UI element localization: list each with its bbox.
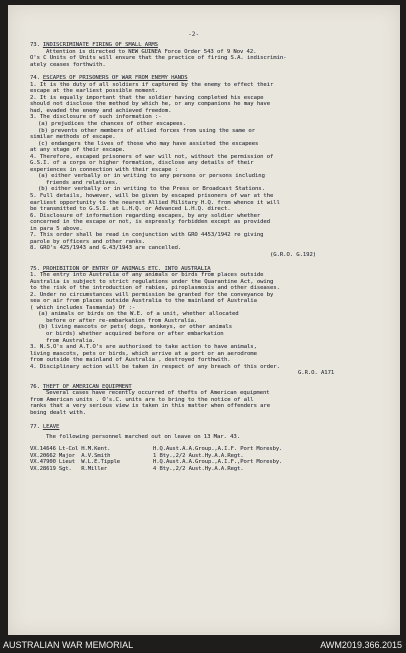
section-74-line: 5. Full details, however, will be given by escaped prisoners of war at the	[30, 193, 274, 200]
section-title: THEFT OF AMERICAN EQUIPMENT	[42, 383, 132, 390]
rank: Lieut	[58, 459, 76, 466]
section-74-reference: (G.R.O. G.192)	[270, 251, 317, 258]
section-73-line: O's C Units of Units will ensure that the practice of firing S.A. indiscrimin-	[30, 55, 287, 62]
section-75-line: to the risk of the introduction of rabies, piroplasmosis and other diseases.	[30, 285, 280, 292]
institution-label: AUSTRALIAN WAR MEMORIAL	[3, 640, 134, 650]
person-name: R.Miller	[81, 466, 108, 473]
person-name: W.L.E.Tipple	[81, 459, 121, 466]
table-row	[30, 466, 285, 473]
service-number: VX.14646	[30, 445, 56, 452]
section-title: ESCAPES OF PRISONERS OF WAR FROM ENEMY HANDS	[42, 75, 188, 82]
rank: Major	[58, 452, 76, 459]
section-number: 76.	[30, 383, 40, 390]
section-75-line: or birds) whether acquired before or after embarkation	[46, 330, 224, 337]
section-76-line: being dealt with.	[30, 409, 86, 416]
page-number: -2-	[188, 31, 200, 38]
section-75-line: 3. N.S.O's and A.T.O's are authorised to take action to have animals,	[30, 344, 257, 351]
section-75-line: before or after re-embarkation from Australia.	[46, 317, 198, 324]
leave-table	[30, 446, 285, 474]
document-page	[8, 5, 400, 635]
section-74-line: experiences in connection with their escape :	[30, 166, 178, 173]
section-title: PROHIBITION OF ENTRY OF ANIMALS ETC. INTO AUSTRALIA	[42, 265, 211, 272]
section-number: 75.	[30, 265, 40, 272]
section-77-intro: The following personnel marched out on leave on 13 Mar. 43.	[46, 434, 240, 441]
section-74-line: 1. It is the duty of all soldiers if captured by the enemy to effect their	[30, 81, 274, 88]
section-number: 77.	[30, 423, 40, 430]
section-75-line: (b) living mascots or pets( dogs, monkeys, or other animals	[38, 324, 232, 331]
section-75-line: (a) animals or birds on the W.E. of a unit, whether allocated	[38, 311, 239, 318]
section-74-line: 3. The disclosure of such information :-	[30, 114, 162, 121]
section-74-line: (b) prevents other members of allied forces from using the same or	[38, 127, 255, 134]
section-74-line: earliest opportunity to the nearest Allied Military H.Q. from whence it will	[30, 199, 280, 206]
section-title: INDISCRIMINATE FIRING OF SMALL ARMS	[42, 42, 158, 48]
section-number: 74.	[30, 75, 40, 82]
section-75-reference: G.R.O. A171	[298, 370, 335, 377]
unit: H.Q.Aust.A.A.Group.,A.I.F.,Port Moresby.	[153, 459, 283, 466]
section-73-line: Attention is directed to NEW GUINEA Force Order 543 of 9 Nov 42.	[46, 48, 257, 55]
unit: H.Q.Aust.A.A.Group.,A.I.F. Port Moresby.	[153, 445, 283, 452]
section-77-heading	[30, 424, 390, 431]
person-name: H.M.Kent.	[81, 445, 111, 452]
section-74-line: 7. This order shall be read in conjunction with GRO 4453/1942 re giving	[30, 232, 264, 239]
section-75-line: living mascots, pets or birds, which arrive at a port or an aerodrome	[30, 350, 257, 357]
section-74-line: (b) either verbally or in writing to the Press or Broadcast Stations.	[38, 186, 265, 193]
service-number: VX.20662	[30, 452, 56, 459]
section-75-line: 1. The entry into Australia of any animals or birds from places outside	[30, 272, 264, 279]
section-75-line: from Australia.	[46, 337, 96, 344]
section-74-line: 4. Therefore, escaped prisoners of war will not, without the permission of	[30, 153, 274, 160]
section-74-line: (c) endangers the lives of those who may have assisted the escapees	[38, 140, 259, 147]
section-title: LEAVE	[42, 423, 60, 430]
section-74-line: 8. GRO's 425/1943 and G.43/1943 are cancelled.	[30, 245, 182, 252]
rank: Sgt.	[58, 466, 72, 473]
section-74-line: concerned in the escape or not, is expressly forbidden except as provided	[30, 219, 271, 226]
table-row	[30, 446, 285, 453]
section-74-line: friends and relatives.	[46, 179, 119, 186]
section-74-line: should not disclose the method by which he, or any companions he may have	[30, 101, 271, 108]
section-number: 73.	[30, 42, 40, 48]
section-74-line: in para 5 above.	[30, 225, 83, 232]
section-74-line: (a) either verbally or in writing to any persons or persons including	[38, 173, 265, 180]
section-74-line: 2. It is equally important that the soldier having completed his escape	[30, 94, 264, 101]
accession-number: AWM2019.366.2015	[320, 640, 402, 650]
section-75-line: from outside the mainland of Australia , destroyed forthwith.	[30, 357, 231, 364]
section-73-line: ately ceases forthwith.	[30, 61, 106, 68]
section-74-line: 6. Disclosure of information regarding escapes, by any soldier whether	[30, 212, 261, 219]
section-74-line: had, evaded the enemy and achieved freedom.	[30, 107, 172, 114]
section-75-line: ( which includes Tasmania) Of :-	[30, 304, 136, 311]
document-body	[30, 35, 390, 473]
person-name: A.V.Smith	[81, 452, 111, 459]
section-75-line: 2. Under no circumstances will permission be granted for the conveyance by	[30, 291, 274, 298]
service-number: VX.47900	[30, 459, 56, 466]
service-number: VX.28619	[30, 466, 56, 473]
section-74-line: be transmitted to G.S.I. at L.H.Q. or Advanced L.H.Q. direct.	[30, 206, 231, 213]
section-74-line: similar methods of escape.	[30, 134, 116, 141]
section-74-line: (a) prejudices the chances of other escapees.	[38, 121, 186, 128]
unit: 4 Bty.,2/2 Aust.Hy.A.A.Regt.	[153, 466, 244, 473]
unit: 1 Bty.,2/2 Aust.Hy.A.A.Regt.	[153, 452, 244, 459]
section-75-line: Australia is subject to strict regulations under the Quarantine Act, owing	[30, 278, 274, 285]
section-75-line: 4. Disciplinary action will be taken in respect of any breach of this order.	[30, 363, 280, 370]
section-74-line: G.S.I. of a corps or higher formation, disclose any details of their	[30, 160, 254, 167]
section-76-line: Several cases have recently occurred of thefts of American equipment	[46, 390, 270, 397]
archive-footer	[0, 639, 406, 653]
section-74-line: escape at the earliest possible moment.	[30, 88, 159, 95]
section-76-line: ranks that a very serious view is taken in this matter when offenders are	[30, 403, 271, 410]
section-76-line: from American units . O's.C. units are to bring to the notice of all	[30, 396, 254, 403]
section-74-line: at any stage of their escape.	[30, 147, 126, 154]
section-75-line: sea or air from places outside Australia to the mainland of Australia	[30, 298, 257, 305]
section-74-line: parole by officers and other ranks.	[30, 238, 146, 245]
rank: Lt-Col	[58, 445, 79, 452]
